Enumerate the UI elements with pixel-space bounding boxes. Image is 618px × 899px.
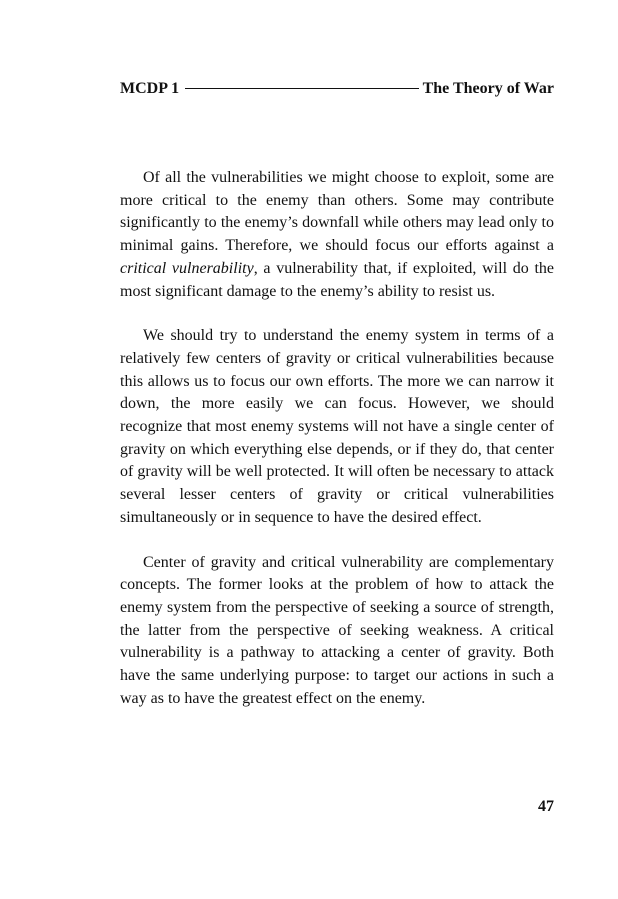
page-number: 47 [538,798,554,815]
page-body [120,167,554,732]
header-rule [185,88,418,89]
paragraph-text: Of all the vulnerabilities we might choose to exploit, some are more critical to the enemy than others. Some may contribute significantly to the enemy’s downfall while others may lead only to minimal gains. Therefore, we should focus our efforts against a [120,169,554,255]
emphasized-term: critical vulnerability [120,259,254,277]
paragraph-text: , a vulnerability that, if exploited, will do the most significant damage to the enemy’s ability to resist us. [120,259,554,300]
publication-id: MCDP 1 [120,80,180,97]
paragraph-critical-vulnerability [120,167,554,303]
paragraph-complementary-concepts: Center of gravity and critical vulnerability are complementary concepts. The former looks at the problem of how to attack the enemy system from the perspective of seeking a source of strength, the latter from the perspective of seeking weakness. A critical vulnerability is a pathway to attacking a center of gravity. Both have the same underlying purpose: to target our actions in such a way as to have the greatest effect on the enemy. [120,553,554,707]
chapter-title: The Theory of War [422,80,554,97]
paragraph-centers-of-gravity: We should try to understand the enemy system in terms of a relatively few centers of gravity or critical vulnerabilities because this allows us to focus our own efforts. The more we can narrow it down, the more easily we can focus. However, we should recognize that most enemy systems will not have a single center of gravity on which everything else depends, or if they do, that center of gravity will be well protected. It will often be necessary to attack several lesser centers of gravity or critical vulnerabilities simultaneously or in sequence to have the desired effect. [120,327,554,526]
running-header [120,78,554,100]
